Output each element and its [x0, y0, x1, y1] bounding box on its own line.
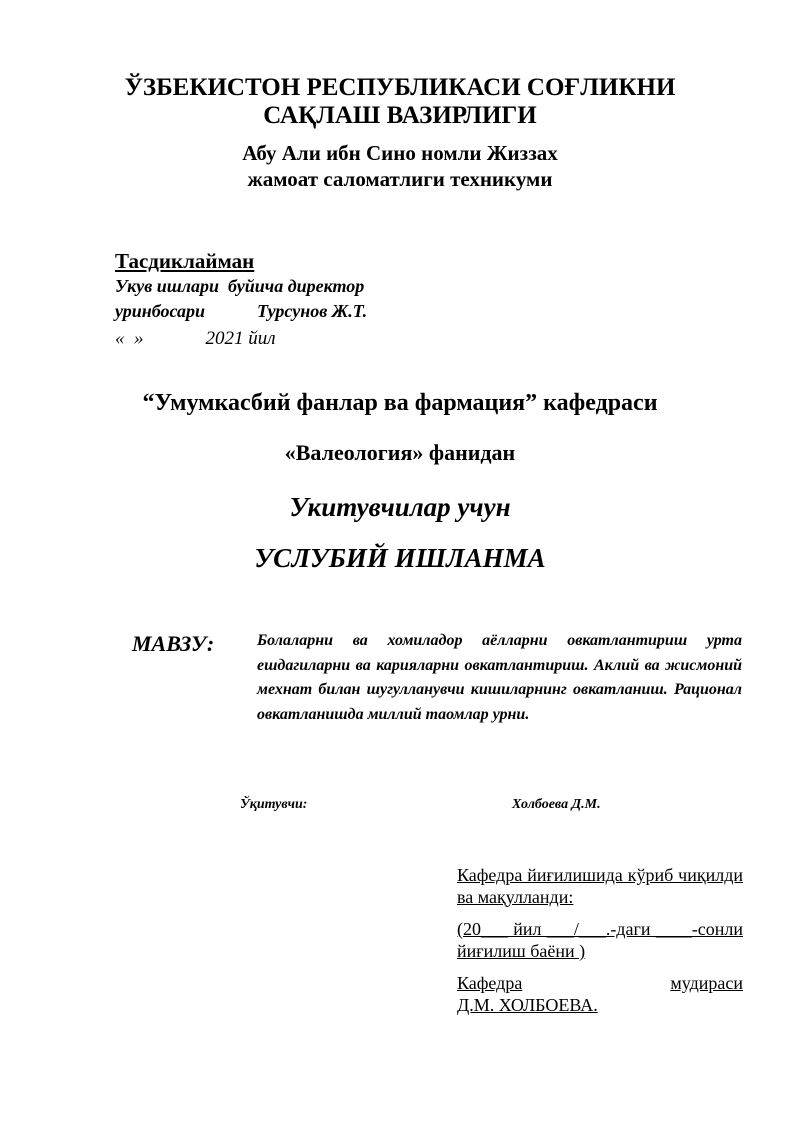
committee-head-name: Д.М. ХОЛБОЕВА.	[457, 995, 598, 1015]
approval-date-year: 2021 йил	[205, 328, 276, 349]
audience-title: Укитувчилар учун	[289, 492, 511, 522]
approval-date	[115, 326, 367, 352]
college-heading	[0, 140, 800, 192]
committee-head-role-left: Кафедра	[457, 973, 523, 993]
teacher-name: Холбоева Д.М.	[512, 797, 601, 812]
approval-date-quotes: « »	[115, 328, 144, 349]
college-line-2: жамоат саломатлиги техникуми	[247, 167, 553, 191]
approval-line-2	[115, 299, 367, 324]
committee-review: Кафедра йиғилишида кўриб чиқилди ва мақулланди:	[457, 865, 743, 907]
department-title: “Умумкасбий фанлар ва фармация” кафедраси	[142, 390, 658, 416]
approval-heading: Тасдиклайман	[115, 249, 255, 273]
topic-label: МАВЗУ:	[132, 631, 215, 656]
committee-protocol: (20___ йил ___/___.-даги ____-сонли йиғилиш баёни )	[457, 919, 743, 961]
subject-title: «Валеология» фанидан	[284, 440, 516, 465]
teacher-label: Ўқитувчи:	[240, 797, 308, 812]
topic-text: Болаларни ва хомиладор аёлларни овкатлантириш урта ешдагиларни ва карияларни овкатлантириш. Аклий ва жисмоний мехнат билан шугулланувчи кишиларнинг овкатланиш. Рационал овкатланишда миллий таомлар урни.	[257, 632, 742, 723]
ministry-line-1: ЎЗБЕКИСТОН РЕСПУБЛИКАСИ СОҒЛИКНИ	[124, 74, 676, 101]
approval-line-1: Укув ишлари буйича директор	[115, 276, 365, 296]
college-line-1: Абу Али ибн Сино номли Жиззах	[242, 141, 558, 165]
committee-head	[457, 972, 743, 1016]
committee-head-role	[457, 972, 743, 994]
approval-block	[115, 248, 367, 352]
ministry-heading	[0, 74, 800, 130]
approval-role: уринбосари	[115, 301, 206, 321]
committee-head-role-right: мудираси	[670, 973, 743, 993]
document-title: УСЛУБИЙ ИШЛАНМА	[254, 543, 546, 573]
approval-name: Турсунов Ж.Т.	[257, 301, 368, 321]
ministry-line-2: САҚЛАШ ВАЗИРЛИГИ	[263, 102, 537, 129]
